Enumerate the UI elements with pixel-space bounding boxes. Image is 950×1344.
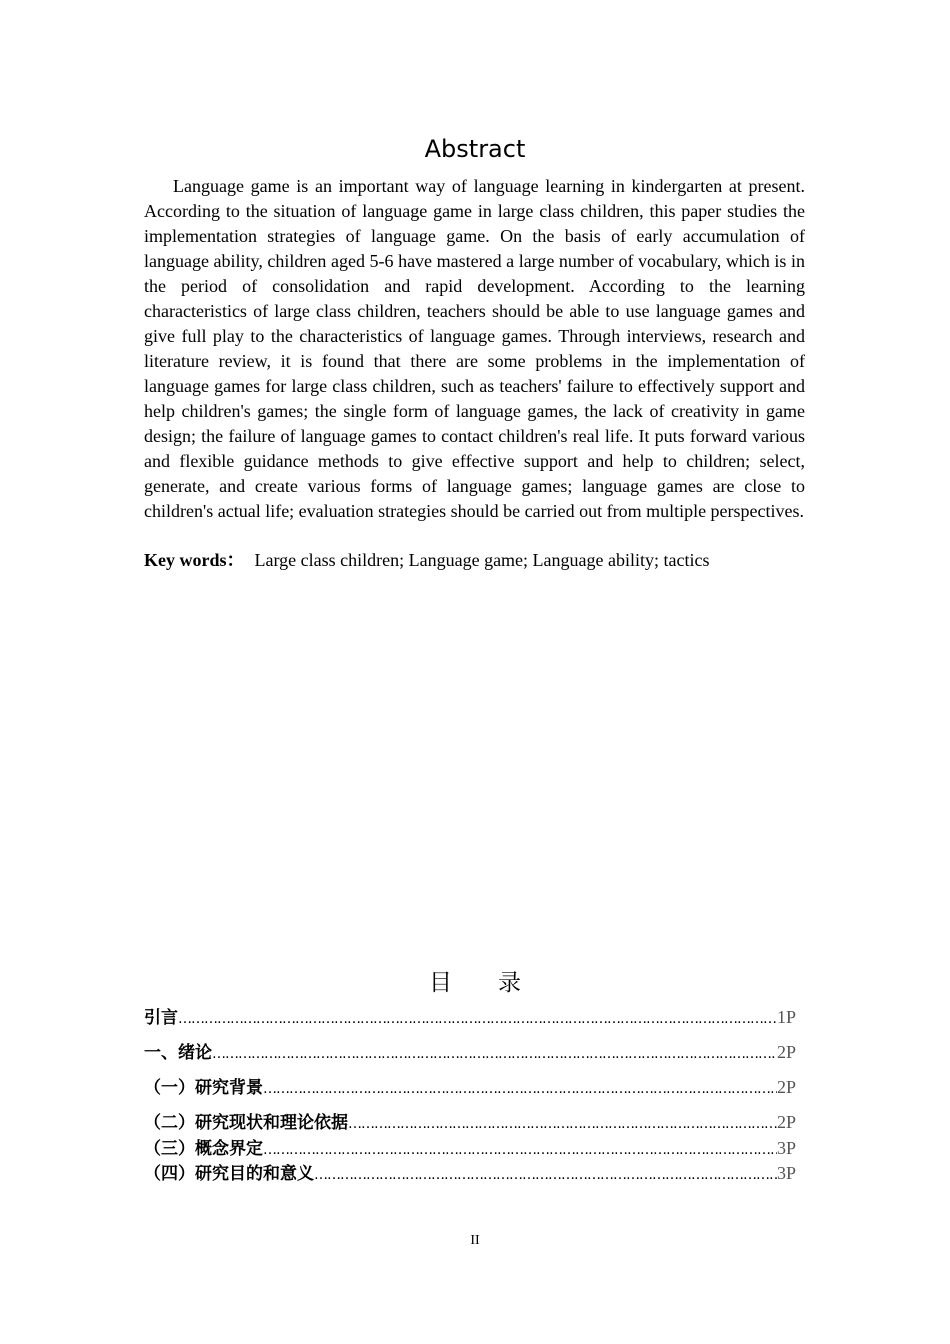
toc-entry-page: 3P	[776, 1163, 796, 1183]
keywords-text: Large class children; Language game; Language ability; tactics	[254, 550, 710, 570]
toc-entry[interactable]	[144, 1040, 796, 1064]
toc-entry-label: （一）研究背景	[144, 1078, 263, 1098]
toc-entry[interactable]	[144, 1075, 796, 1099]
toc-entry-page: 3P	[776, 1138, 796, 1158]
toc-entry-label: （二）研究现状和理论依据	[144, 1113, 348, 1133]
toc-entry[interactable]	[144, 1005, 796, 1029]
toc-leader-dots	[314, 1163, 777, 1185]
toc-entry-label: （四）研究目的和意义	[144, 1164, 314, 1184]
toc-entry[interactable]	[144, 1136, 796, 1160]
toc-leader-dots	[348, 1112, 777, 1134]
toc-entry-label: （三）概念界定	[144, 1139, 263, 1159]
toc-title: 目录	[429, 970, 567, 996]
toc-entry-page: 2P	[776, 1042, 796, 1062]
keywords-label: Key words：	[144, 550, 245, 570]
page-number: II	[470, 1233, 480, 1248]
toc-leader-dots	[212, 1042, 777, 1064]
toc-entry-page: 2P	[776, 1112, 796, 1132]
toc-entry-label: 一、绪论	[144, 1043, 212, 1063]
toc-leader-dots	[263, 1077, 777, 1099]
toc-entry-label: 引言	[144, 1008, 178, 1028]
abstract-body: Language game is an important way of language learning in kindergarten at present. According to the situation of language game in large class children, this paper studies the implementation strategies of language game. On the basis of early accumulation of language ability, children aged 5-6 have mastered a large number of vocabulary, which is in the period of consolidation and rapid development. According to the learning characteristics of large class children, teachers should be able to use language games and give full play to the characteristics of language games. Through interviews, research and literature review, it is found that there are some problems in the implementation of language games for large class children, such as teachers' failure to effectively support and help children's games; the single form of language games, the lack of creativity in game design; the failure of language games to contact children's real life. It puts forward various and flexible guidance methods to give effective support and help to children; select, generate, and create various forms of language games; language games are close to children's actual life; evaluation strategies should be carried out from multiple perspectives.	[144, 176, 805, 521]
keywords-line	[144, 548, 805, 573]
toc-entry-page: 2P	[776, 1077, 796, 1097]
toc-entry[interactable]	[144, 1110, 796, 1134]
toc-entry[interactable]	[144, 1161, 796, 1185]
toc-leader-dots	[178, 1007, 777, 1029]
toc-leader-dots	[263, 1138, 777, 1160]
abstract-title: Abstract	[424, 135, 526, 163]
toc-entry-page: 1P	[776, 1007, 796, 1027]
